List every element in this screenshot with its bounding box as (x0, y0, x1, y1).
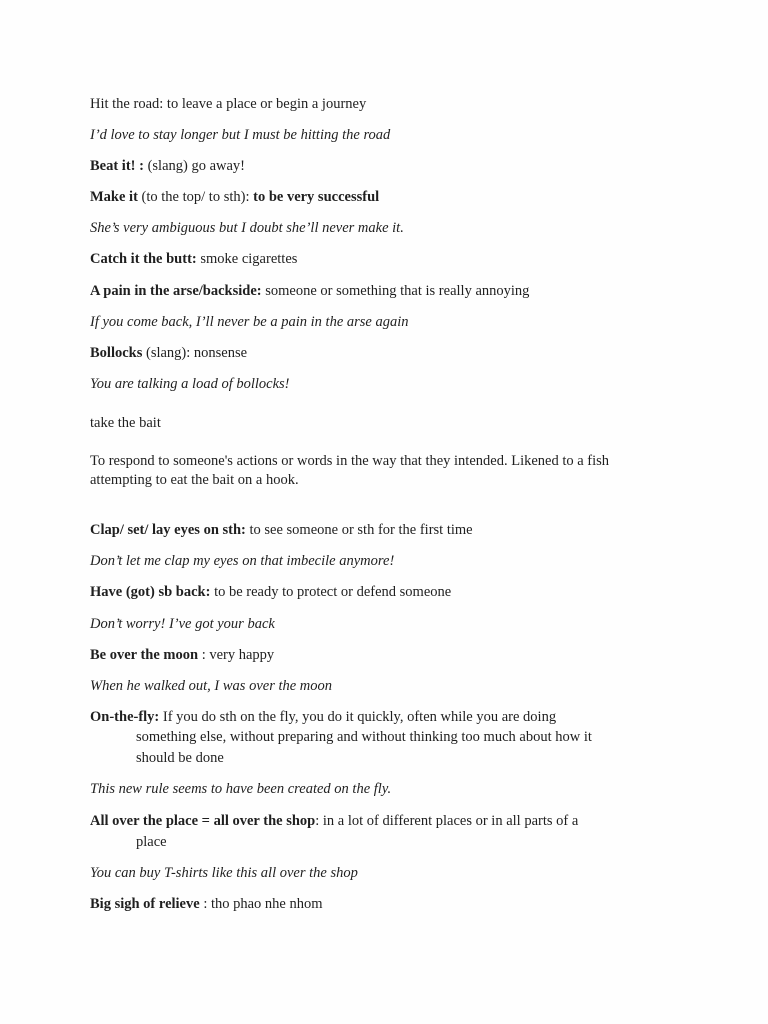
definition-text: To respond to someone's actions or words in the way that they intended. Likened to a fish (90, 453, 610, 469)
entry-definition: to be ready to protect or defend someone (210, 584, 452, 600)
example-sentence (90, 863, 358, 883)
entry-big-sigh-of-relieve (90, 894, 323, 914)
definition-text: attempting to eat the bait on a hook. (90, 472, 299, 488)
entry-term: Hit the road (90, 96, 160, 112)
example-sentence (90, 676, 332, 696)
example-sentence (90, 125, 390, 145)
example-sentence (90, 218, 404, 238)
example-text: Don’t worry! I’ve got your back (90, 616, 275, 632)
entry-beat-it (90, 156, 245, 176)
entry-term: Beat it! : (90, 158, 144, 174)
entry-term: All over the place = all over the shop (90, 813, 316, 829)
example-text: She’s very ambiguous but I doubt she’ll never make it. (90, 220, 404, 236)
entry-definition: : in a lot of different places or in all parts of a (315, 813, 579, 829)
entry-definition: should be done (136, 750, 224, 766)
example-sentence (90, 779, 391, 799)
entry-catch-it-the-butt (90, 249, 297, 269)
entry-term: Clap/ set/ lay eyes on sth: (90, 522, 246, 538)
example-text: If you come back, I’ll never be a pain in the arse again (90, 314, 409, 330)
example-text: When he walked out, I was over the moon (90, 678, 333, 694)
example-text: You can buy T-shirts like this all over the shop (90, 865, 358, 881)
entry-definition: someone or something that is really annoying (261, 283, 530, 299)
entry-definition: (slang) go away! (143, 158, 246, 174)
entry-term: Make it (90, 189, 138, 205)
entry-definition: to be very successful (253, 189, 380, 205)
entry-definition-continued (136, 748, 224, 768)
entry-definition-continued (136, 727, 592, 747)
example-text: I’d love to stay longer but I must be hitting the road (90, 127, 391, 143)
example-sentence (90, 614, 275, 634)
entry-definition: smoke cigarettes (196, 251, 298, 267)
entry-definition: : tho phao nhe nhom (199, 896, 323, 912)
entry-term: Bollocks (90, 345, 143, 361)
entry-make-it (90, 187, 379, 207)
entry-clap-eyes-on (90, 520, 473, 540)
entry-qualifier: (to the top/ to sth): (137, 189, 254, 205)
entry-term: Be over the moon (90, 647, 199, 663)
entry-term: Catch it the butt: (90, 251, 197, 267)
example-sentence (90, 374, 290, 394)
entry-over-the-moon (90, 645, 274, 665)
example-text: Don’t let me clap my eyes on that imbecile anymore! (90, 553, 395, 569)
definition-paragraph-line2 (90, 470, 299, 490)
entry-have-got-sb-back (90, 582, 451, 602)
entry-pain-in-the-arse (90, 281, 529, 301)
entry-definition: If you do sth on the fly, you do it quickly, often while you are doing (159, 709, 557, 725)
example-sentence (90, 312, 409, 332)
entry-term: A pain in the arse/backside: (90, 283, 262, 299)
example-text: This new rule seems to have been created on the fly. (90, 781, 392, 797)
entry-term: Big sigh of relieve (90, 896, 200, 912)
example-sentence (90, 551, 394, 571)
entry-term: Have (got) sb back: (90, 584, 211, 600)
entry-term: take the bait (90, 415, 161, 431)
entry-definition: to see someone or sth for the first time (245, 522, 473, 538)
entry-definition: place (136, 834, 167, 850)
entry-definition: something else, without preparing and without thinking too much about how it (136, 729, 592, 745)
definition-paragraph-line1 (90, 451, 609, 471)
entry-term: On-the-fly: (90, 709, 160, 725)
entry-definition: : to leave a place or begin a journey (159, 96, 367, 112)
entry-on-the-fly (90, 707, 556, 727)
entry-all-over-the-place (90, 811, 578, 831)
entry-definition-continued (136, 832, 167, 852)
example-text: You are talking a load of bollocks! (90, 376, 290, 392)
entry-definition: : very happy (198, 647, 275, 663)
entry-take-the-bait (90, 413, 161, 433)
entry-hit-the-road (90, 94, 366, 114)
entry-definition: (slang): nonsense (142, 345, 248, 361)
entry-bollocks (90, 343, 247, 363)
